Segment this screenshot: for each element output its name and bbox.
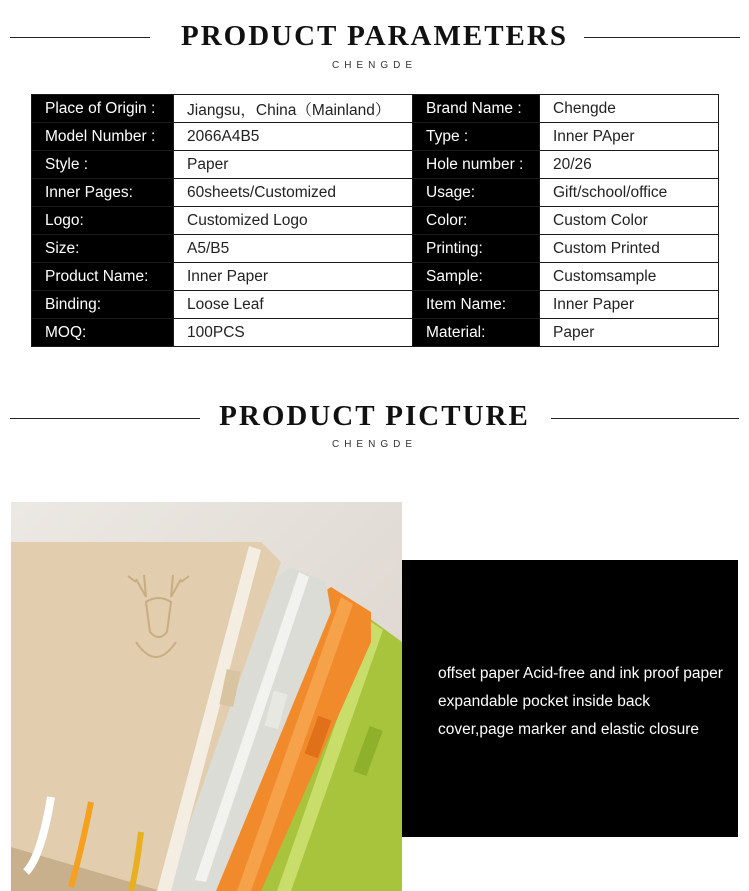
parameter-label: Material: [413, 319, 540, 347]
parameter-label: Binding: [32, 291, 174, 319]
parameter-row [32, 95, 719, 123]
parameter-value: 20/26 [540, 151, 719, 179]
parameters-title: PRODUCT PARAMETERS [181, 20, 568, 52]
parameter-row [32, 179, 719, 207]
parameter-label: Product Name: [32, 263, 174, 291]
parameter-value: Custom Printed [540, 235, 719, 263]
parameter-value: Customsample [540, 263, 719, 291]
parameter-value: Gift/school/office [540, 179, 719, 207]
parameter-value: Custom Color [540, 207, 719, 235]
parameter-label: Brand Name : [413, 95, 540, 123]
parameter-row [32, 319, 719, 347]
parameter-label: Size: [32, 235, 174, 263]
parameter-value: Inner PAper [540, 123, 719, 151]
parameter-value: Inner Paper [540, 291, 719, 319]
parameter-value: Loose Leaf [174, 291, 413, 319]
parameter-row [32, 291, 719, 319]
parameter-label: Item Name: [413, 291, 540, 319]
parameter-label: Usage: [413, 179, 540, 207]
parameter-row [32, 263, 719, 291]
product-description: offset paper Acid-free and ink proof paper expandable pocket inside back cover,page marker and elastic closure [438, 665, 723, 738]
parameter-value: Paper [174, 151, 413, 179]
picture-subtitle: CHENGDE [331, 439, 417, 450]
parameter-label: Printing: [413, 235, 540, 263]
parameter-label: Sample: [413, 263, 540, 291]
parameter-label: Hole number : [413, 151, 540, 179]
parameter-label: Type : [413, 123, 540, 151]
parameter-label: Model Number : [32, 123, 174, 151]
picture-title: PRODUCT PICTURE [219, 400, 530, 432]
description-box [402, 560, 738, 837]
parameter-label: Place of Origin : [32, 95, 174, 123]
parameters-subtitle: CHENGDE [331, 60, 417, 71]
parameter-label: Inner Pages: [32, 179, 174, 207]
parameter-value: Chengde [540, 95, 719, 123]
product-photo [11, 502, 402, 891]
parameter-label: MOQ: [32, 319, 174, 347]
parameter-value: Paper [540, 319, 719, 347]
parameter-row [32, 123, 719, 151]
parameters-table [31, 94, 719, 347]
parameter-value: 100PCS [174, 319, 413, 347]
parameter-label: Style : [32, 151, 174, 179]
parameter-row [32, 207, 719, 235]
parameters-table-body [32, 95, 719, 347]
parameter-label: Color: [413, 207, 540, 235]
parameter-value: 2066A4B5 [174, 123, 413, 151]
parameter-row [32, 235, 719, 263]
parameter-value: A5/B5 [174, 235, 413, 263]
parameter-value: Customized Logo [174, 207, 413, 235]
notebooks-illustration [11, 502, 402, 891]
parameter-value: Inner Paper [174, 263, 413, 291]
parameter-label: Logo: [32, 207, 174, 235]
parameter-row [32, 151, 719, 179]
parameter-value: Jiangsu，China（Mainland） [174, 95, 413, 123]
parameter-value: 60sheets/Customized [174, 179, 413, 207]
